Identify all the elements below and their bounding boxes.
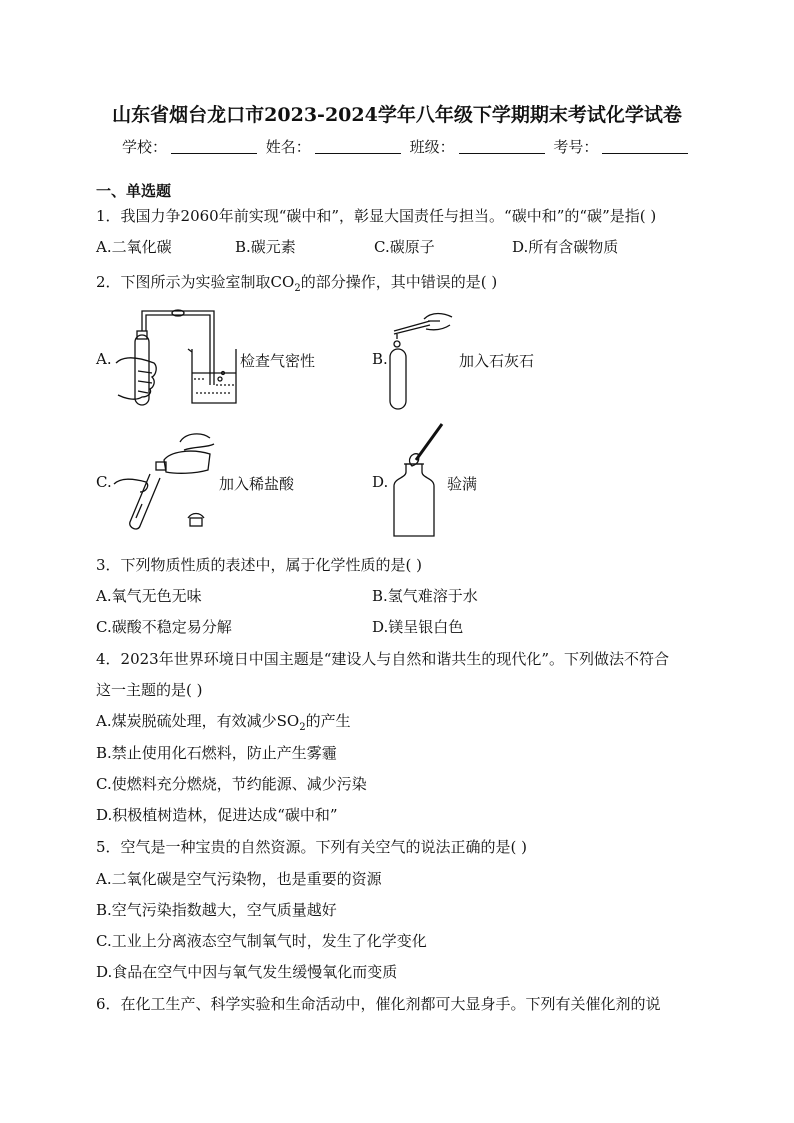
q5-option-c[interactable]: C.工业上分离液态空气制氧气时，发生了化学变化: [96, 932, 427, 950]
school-blank[interactable]: [171, 139, 257, 154]
hand-holding-tube: [114, 479, 148, 492]
page-title: 山东省烟台龙口市2023-2024学年八年级下学期期末考试化学试卷: [112, 104, 682, 126]
limestone-lump: [394, 341, 400, 347]
q2-option-a-label: 检查气密性: [240, 352, 316, 370]
q4-option-a[interactable]: [96, 710, 351, 733]
q5-stem: 5．空气是一种宝贵的自然资源。下列有关空气的说法正确的是( ): [96, 838, 528, 856]
q2-option-b-label: 加入石灰石: [459, 352, 535, 370]
name-label: 姓名：: [265, 138, 311, 156]
q2-stem-subscript: 2: [294, 283, 301, 294]
q6-stem: 6．在化工生产、科学实验和生命活动中，催化剂都可大显身手。下列有关催化剂的说: [96, 995, 661, 1013]
airtightness-check-figure: [108, 305, 248, 410]
number-label: 考号：: [553, 138, 599, 156]
class-label: 班级：: [409, 138, 455, 156]
q1-option-d[interactable]: D.所有含碳物质: [512, 238, 619, 256]
q4-option-a-text: A.煤炭脱硫处理，有效减少SO: [96, 712, 300, 730]
q2-option-c-letter[interactable]: C.: [96, 473, 112, 491]
bent-glass-tube: [142, 311, 214, 385]
q1-option-a[interactable]: A.二氧化碳: [96, 238, 172, 256]
bottle-stopper: [190, 518, 202, 526]
add-acid-figure: [110, 430, 220, 530]
test-tube-shape: [135, 335, 149, 405]
q4-option-d[interactable]: D.积极植树造林，促进达成“碳中和”: [96, 806, 338, 824]
q5-option-a[interactable]: A.二氧化碳是空气污染物，也是重要的资源: [96, 870, 382, 888]
stopper-top: [188, 514, 204, 519]
gas-full-test-figure: [384, 420, 454, 540]
q4-stem-line1: 4．2023年世界环境日中国主题是“建设人与自然和谐共生的现代化”。下列做法不符合: [96, 650, 670, 668]
q2-option-d-label: 验满: [447, 475, 478, 493]
add-limestone-figure: [384, 305, 464, 415]
section-heading: 一、单选题: [96, 182, 172, 200]
bubble: [218, 377, 222, 381]
q4-option-b[interactable]: B.禁止使用化石燃料，防止产生雾霾: [96, 744, 337, 762]
q4-option-a-tail: 的产生: [305, 712, 351, 730]
vertical-test-tube: [390, 349, 406, 409]
q2-stem: [96, 271, 497, 294]
bent-glass-tube-inner: [146, 315, 210, 385]
q2-stem-text: 2．下图所示为实验室制取CO: [96, 273, 295, 291]
hand-shape: [116, 358, 156, 399]
hand-holding-bottle: [180, 434, 214, 450]
q3-option-a[interactable]: A.氧气无色无味: [96, 587, 202, 605]
q4-option-a-subscript: 2: [299, 722, 306, 733]
student-info-line: [122, 136, 692, 157]
q2-option-b-letter[interactable]: B.: [372, 350, 388, 368]
school-label: 学校：: [122, 138, 168, 156]
q1-option-b[interactable]: B.碳元素: [235, 238, 296, 256]
reagent-bottle: [164, 451, 210, 473]
q2-option-d-letter[interactable]: D.: [372, 473, 389, 491]
burning-splint: [416, 424, 442, 460]
name-blank[interactable]: [315, 139, 401, 154]
q3-option-d[interactable]: D.镁呈银白色: [372, 618, 464, 636]
q4-option-c[interactable]: C.使燃料充分燃烧，节约能源、减少污染: [96, 775, 367, 793]
gas-collecting-bottle: [394, 464, 434, 536]
hand-shape-b: [424, 314, 452, 330]
number-blank[interactable]: [602, 139, 688, 154]
q5-option-d[interactable]: D.食品在空气中因与氧气发生缓慢氧化而变质: [96, 963, 398, 981]
q2-stem-tail: 的部分操作，其中错误的是( ): [300, 273, 498, 291]
q2-option-c-label: 加入稀盐酸: [219, 475, 295, 493]
q4-stem-line2: 这一主题的是( ): [96, 681, 203, 699]
q3-option-c[interactable]: C.碳酸不稳定易分解: [96, 618, 232, 636]
q5-option-b[interactable]: B.空气污染指数越大，空气质量越好: [96, 901, 337, 919]
q3-option-b[interactable]: B.氢气难溶于水: [372, 587, 478, 605]
class-blank[interactable]: [459, 139, 545, 154]
q2-option-a-letter[interactable]: A.: [96, 350, 112, 368]
q3-stem: 3．下列物质性质的表述中，属于化学性质的是( ): [96, 556, 423, 574]
q1-stem: 1．我国力争2060年前实现“碳中和”，彰显大国责任与担当。“碳中和”的“碳”是指( ): [96, 207, 657, 225]
q1-option-c[interactable]: C.碳原子: [374, 238, 435, 256]
